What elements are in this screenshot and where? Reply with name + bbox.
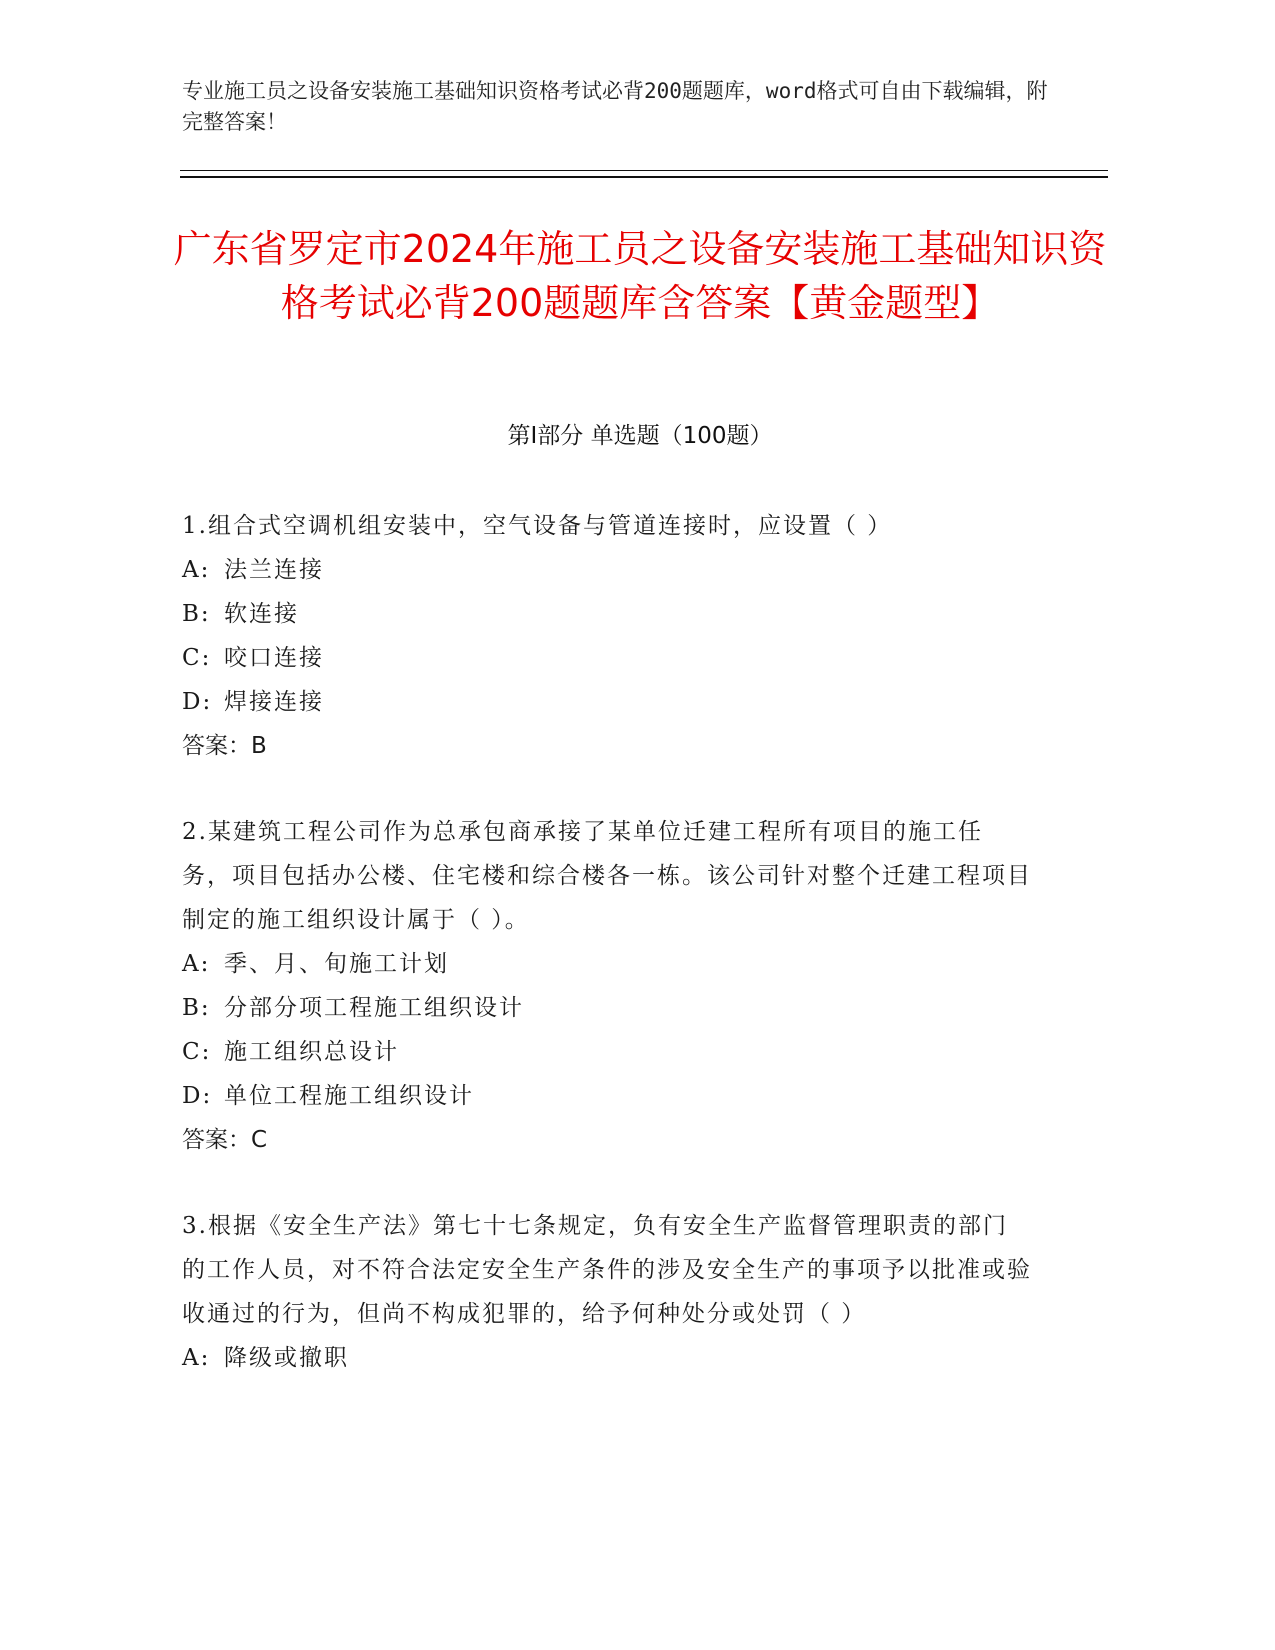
question-3 [182, 1204, 1032, 1380]
option-letter: B: [182, 995, 211, 1021]
option-text: 软连接 [224, 601, 299, 627]
answer-line: 答案：C [182, 1127, 268, 1153]
option-letter: B: [182, 601, 211, 627]
option-b [182, 592, 1032, 636]
section-title: 第Ⅰ部分 单选题（100题） [507, 423, 773, 449]
option-c [182, 1030, 1032, 1074]
option-letter: A: [182, 557, 211, 583]
option-text: 降级或撤职 [224, 1345, 349, 1371]
header-divider-thin [180, 170, 1108, 171]
option-text: 季、月、旬施工计划 [224, 951, 449, 977]
option-letter: A: [182, 951, 211, 977]
option-letter: C: [182, 645, 212, 671]
option-d [182, 680, 1032, 724]
option-letter: D: [182, 689, 213, 715]
option-d [182, 1074, 1032, 1118]
option-text: 单位工程施工组织设计 [224, 1083, 474, 1109]
option-text: 法兰连接 [224, 557, 324, 583]
option-text: 咬口连接 [224, 645, 324, 671]
answer-line: 答案：B [182, 733, 267, 759]
option-letter: A: [182, 1345, 211, 1371]
question-list [182, 504, 1032, 1422]
question-stem: 1.组合式空调机组安装中，空气设备与管道连接时，应设置（ ） [182, 513, 893, 539]
option-a [182, 942, 1032, 986]
option-text: 施工组织总设计 [224, 1039, 399, 1065]
option-b [182, 986, 1032, 1030]
option-c [182, 636, 1032, 680]
option-text: 焊接连接 [224, 689, 324, 715]
option-a [182, 1336, 1032, 1380]
option-a [182, 548, 1032, 592]
header-divider-thick [180, 176, 1108, 178]
header-note: 专业施工员之设备安装施工基础知识资格考试必背200题题库，word格式可自由下载编辑，附完整答案！ [182, 79, 1048, 134]
question-stem: 2.某建筑工程公司作为总承包商承接了某单位迁建工程所有项目的施工任务，项目包括办公楼、住宅楼和综合楼各一栋。该公司针对整个迁建工程项目制定的施工组织设计属于（ ）。 [182, 819, 1032, 933]
option-text: 分部分项工程施工组织设计 [224, 995, 524, 1021]
question-2 [182, 810, 1032, 1162]
document-title: 广东省罗定市2024年施工员之设备安装施工基础知识资格考试必背200题题库含答案【黄金题型】 [173, 227, 1107, 325]
option-letter: C: [182, 1039, 212, 1065]
question-stem: 3.根据《安全生产法》第七十七条规定，负有安全生产监督管理职责的部门的工作人员，对不符合法定安全生产条件的涉及安全生产的事项予以批准或验收通过的行为，但尚不构成犯罪的，给予何种处分或处罚（ ） [182, 1213, 1032, 1327]
option-letter: D: [182, 1083, 213, 1109]
question-1 [182, 504, 1032, 768]
